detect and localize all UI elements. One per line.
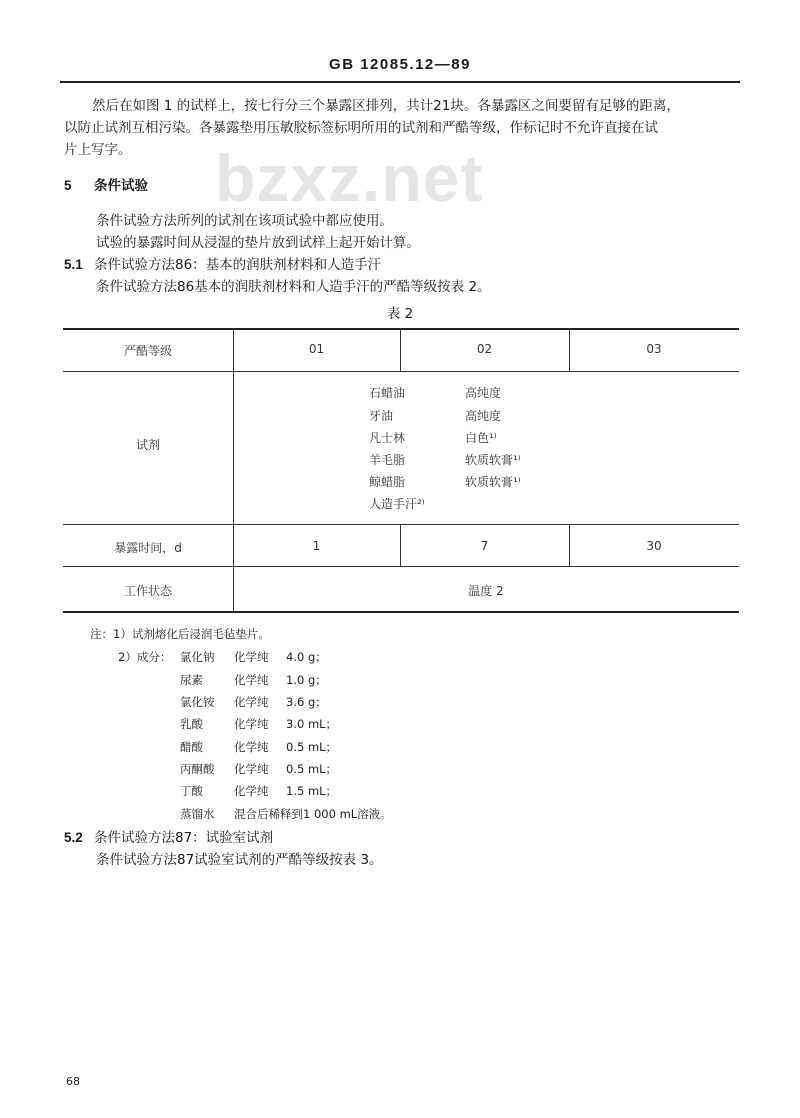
section-5-number: 5 — [64, 178, 72, 193]
note-1: 注：1）试剂熔化后浸润毛毡垫片。 — [90, 627, 270, 641]
exposure-value-01: 1 — [312, 539, 321, 553]
composition-name: 尿素 — [180, 673, 203, 687]
section-5-1-title: 条件试验方法86：基本的润肤剂材料和人造手汗 — [94, 257, 382, 273]
table-top-rule — [63, 328, 739, 330]
intro-line-1: 然后在如图 1 的试样上，按七行分三个暴露区排列，共计21块。各暴露区之间要留有足够的距离， — [92, 98, 680, 114]
table-rule — [63, 524, 739, 525]
composition-amount: 0.5 mL； — [286, 762, 338, 776]
composition-name: 丙酮酸 — [180, 762, 215, 776]
composition-grade: 化学纯 — [234, 762, 269, 776]
composition-grade: 化学纯 — [234, 740, 269, 754]
composition-grade: 化学纯 — [234, 695, 269, 709]
reagent-grade: 高纯度 — [465, 386, 502, 400]
work-state-value: 温度 2 — [468, 584, 504, 598]
reagent-name: 人造手汗²⁾ — [369, 497, 425, 511]
exposure-value-02: 7 — [480, 539, 489, 553]
intro-line-3: 片上写字。 — [64, 142, 132, 158]
section-5-title: 条件试验 — [94, 178, 148, 194]
header-severity: 严酷等级 — [123, 344, 172, 358]
reagent-name: 凡士林 — [369, 431, 406, 445]
composition-amount: 4.0 g； — [286, 650, 327, 664]
reagent-name: 牙油 — [369, 409, 394, 423]
header-level-03: 03 — [646, 342, 662, 356]
header-rule — [60, 81, 740, 83]
watermark: bzxz.net — [215, 141, 484, 215]
note-2-prefix: 2）成分： — [118, 650, 172, 664]
reagent-grade: 软质软膏¹⁾ — [465, 453, 521, 467]
composition-grade: 化学纯 — [234, 673, 269, 687]
table-2-caption: 表 2 — [386, 306, 414, 322]
header-level-02: 02 — [476, 342, 493, 356]
composition-amount: 3.0 mL； — [286, 717, 338, 731]
header-level-01: 01 — [308, 342, 325, 356]
page-number: 68 — [66, 1075, 80, 1088]
composition-amount: 0.5 mL； — [286, 740, 338, 754]
section-5-1-number: 5.1 — [64, 257, 83, 272]
section-5-2-title: 条件试验方法87：试验室试剂 — [94, 830, 274, 846]
reagent-name: 鲸蜡脂 — [369, 475, 406, 489]
composition-name: 醋酸 — [180, 740, 203, 754]
exposure-value-03: 30 — [646, 539, 662, 553]
reagent-grade: 高纯度 — [465, 409, 502, 423]
reagent-name: 羊毛脂 — [369, 453, 406, 467]
section-5-para-2: 试验的暴露时间从浸湿的垫片放到试样上起开始计算。 — [96, 235, 420, 251]
section-5-para-1: 条件试验方法所列的试剂在该项试验中都应使用。 — [96, 213, 393, 229]
reagent-grade: 白色¹⁾ — [465, 431, 497, 445]
reagent-name: 石蜡油 — [369, 386, 406, 400]
reagent-label: 试剂 — [135, 438, 160, 452]
composition-name: 丁酸 — [180, 784, 203, 798]
composition-name: 乳酸 — [180, 717, 203, 731]
composition-amount: 1.0 g； — [286, 673, 327, 687]
table-2 — [63, 328, 739, 613]
composition-grade: 化学纯 — [234, 717, 269, 731]
composition-grade: 混合后稀释到1 000 mL溶液。 — [234, 807, 392, 821]
section-5-2-para: 条件试验方法87试验室试剂的严酷等级按表 3。 — [96, 852, 383, 868]
composition-name: 蒸馏水 — [180, 807, 215, 821]
section-5-1-para: 条件试验方法86基本的润肤剂材料和人造手汗的严酷等级按表 2。 — [96, 279, 491, 295]
intro-line-2: 以防止试剂互相污染。各暴露垫用压敏胶标签标明所用的试剂和严酷等级，作标记时不允许直接在试 — [64, 120, 658, 136]
composition-amount: 1.5 mL； — [286, 784, 338, 798]
exposure-label: 暴露时间，d — [114, 541, 182, 555]
section-5-2-number: 5.2 — [64, 830, 83, 845]
composition-grade: 化学纯 — [234, 784, 269, 798]
table-rule — [63, 371, 739, 372]
section-5-2-heading — [64, 829, 273, 847]
table-rule — [63, 566, 739, 567]
table-col-divider — [233, 328, 234, 613]
section-5-1-heading — [64, 256, 381, 274]
work-state-label: 工作状态 — [123, 584, 172, 598]
reagent-grade: 软质软膏¹⁾ — [465, 475, 521, 489]
standard-number: GB 12085.12—89 — [329, 56, 471, 73]
composition-grade: 化学纯 — [234, 650, 269, 664]
table-bottom-rule — [63, 611, 739, 613]
composition-name: 氯化钠 — [180, 650, 215, 664]
section-5-heading — [64, 177, 148, 195]
composition-name: 氯化铵 — [180, 695, 215, 709]
composition-amount: 3.6 g； — [286, 695, 327, 709]
